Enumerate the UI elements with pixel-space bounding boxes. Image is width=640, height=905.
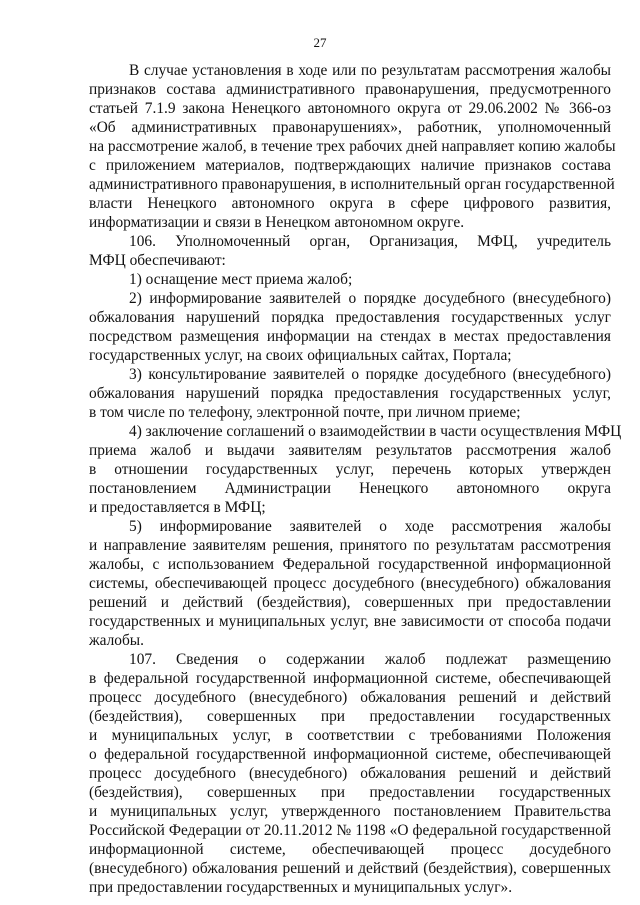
list-item-text: 1) оснащение мест приема жалоб; — [129, 271, 353, 288]
text-line: В случае установления в ходе или по результатам рассмотрения жалобы — [129, 62, 611, 79]
text-line: 107. Сведения о содержании жалоб подлежат размещению — [129, 651, 611, 668]
text-line: МФЦ обеспечивают: — [89, 252, 226, 269]
text-line: (бездействия), совершенных при предоставлении государственных — [89, 784, 611, 801]
text-line: о федеральной государственной информационной системе, обеспечивающей — [89, 746, 611, 763]
text-line: и муниципальных услуг, утвержденного постановлением Правительства — [89, 803, 611, 820]
text-line: (внесудебного) обжалования решений и действий (бездействия), совершенных — [89, 860, 611, 877]
text-line: жалобы. — [89, 632, 144, 649]
list-item-text: 5) информирование заявителей о ходе рассмотрения жалобы — [129, 518, 611, 535]
text-line: в том числе по телефону, электронной почте, при личном приеме; — [89, 404, 521, 421]
text-line: жалобы, с использованием Федеральной государственной информационной — [89, 556, 611, 573]
text-line: государственных услуг, на своих официальных сайтах, Портала; — [89, 347, 512, 364]
page-number: 27 — [313, 35, 327, 50]
text-line: информационной системе, обеспечивающей процесс досудебного — [89, 841, 611, 858]
text-line: признаков состава административного правонарушения, предусмотренного — [89, 81, 611, 98]
text-line: и предоставляется в МФЦ; — [89, 499, 266, 516]
text-line: в отношении государственных услуг, перечень которых утвержден — [89, 461, 611, 478]
text-line: (бездействия), совершенных при предоставлении государственных — [89, 708, 611, 725]
text-line: системы, обеспечивающей процесс досудебного (внесудебного) обжалования — [89, 575, 611, 592]
text-line: власти Ненецкого автономного округа в сфере цифрового развития, — [89, 195, 611, 212]
text-line: информатизации и связи в Ненецком автономном округе. — [89, 214, 465, 231]
text-line: постановлением Администрации Ненецкого автономного округа — [89, 480, 611, 497]
text-line: на рассмотрение жалоб, в течение трех рабочих дней направляет копию жалобы — [89, 138, 616, 155]
text-line: приема жалоб и выдачи заявителям результатов рассмотрения жалоб — [89, 442, 611, 459]
list-item-text: 3) консультирование заявителей о порядке досудебного (внесудебного) — [129, 366, 611, 383]
text-line: процесс досудебного (внесудебного) обжалования решений и действий — [89, 765, 611, 782]
text-line: обжалования нарушений порядка предоставления государственных услуг — [89, 309, 611, 326]
text-line: и муниципальных услуг, в соответствии с требованиями Положения — [89, 727, 611, 744]
list-item-text: 4) заключение соглашений о взаимодействии в части осуществления МФЦ — [129, 423, 622, 440]
text-line: решений и действий (бездействия), совершенных при предоставлении — [89, 594, 611, 611]
text-line: 106. Уполномоченный орган, Организация, МФЦ, учредитель — [129, 233, 611, 250]
text-line: посредством размещения информации на стендах в местах предоставления — [89, 328, 611, 345]
text-line: и направление заявителям решения, принятого по результатам рассмотрения — [89, 537, 611, 554]
text-line: государственных и муниципальных услуг, вне зависимости от способа подачи — [89, 613, 611, 630]
text-line: в федеральной государственной информационной системе, обеспечивающей — [89, 670, 611, 687]
text-line: процесс досудебного (внесудебного) обжалования решений и действий — [89, 689, 611, 706]
text-line: с приложением материалов, подтверждающих наличие признаков состава — [89, 157, 611, 174]
text-line: административного правонарушения, в исполнительный орган государственной — [89, 176, 615, 193]
text-line: Российской Федерации от 20.11.2012 № 1198 «О федеральной государственной — [89, 822, 611, 839]
text-line: «Об административных правонарушениях», работник, уполномоченный — [89, 119, 611, 136]
text-line: статьей 7.1.9 закона Ненецкого автономного округа от 29.06.2002 № 366-оз — [89, 100, 611, 117]
text-line: при предоставлении государственных и муниципальных услуг». — [89, 879, 513, 896]
list-item-text: 2) информирование заявителей о порядке досудебного (внесудебного) — [129, 290, 611, 307]
text-line: обжалования нарушений порядка предоставления государственных услуг, — [89, 385, 611, 402]
